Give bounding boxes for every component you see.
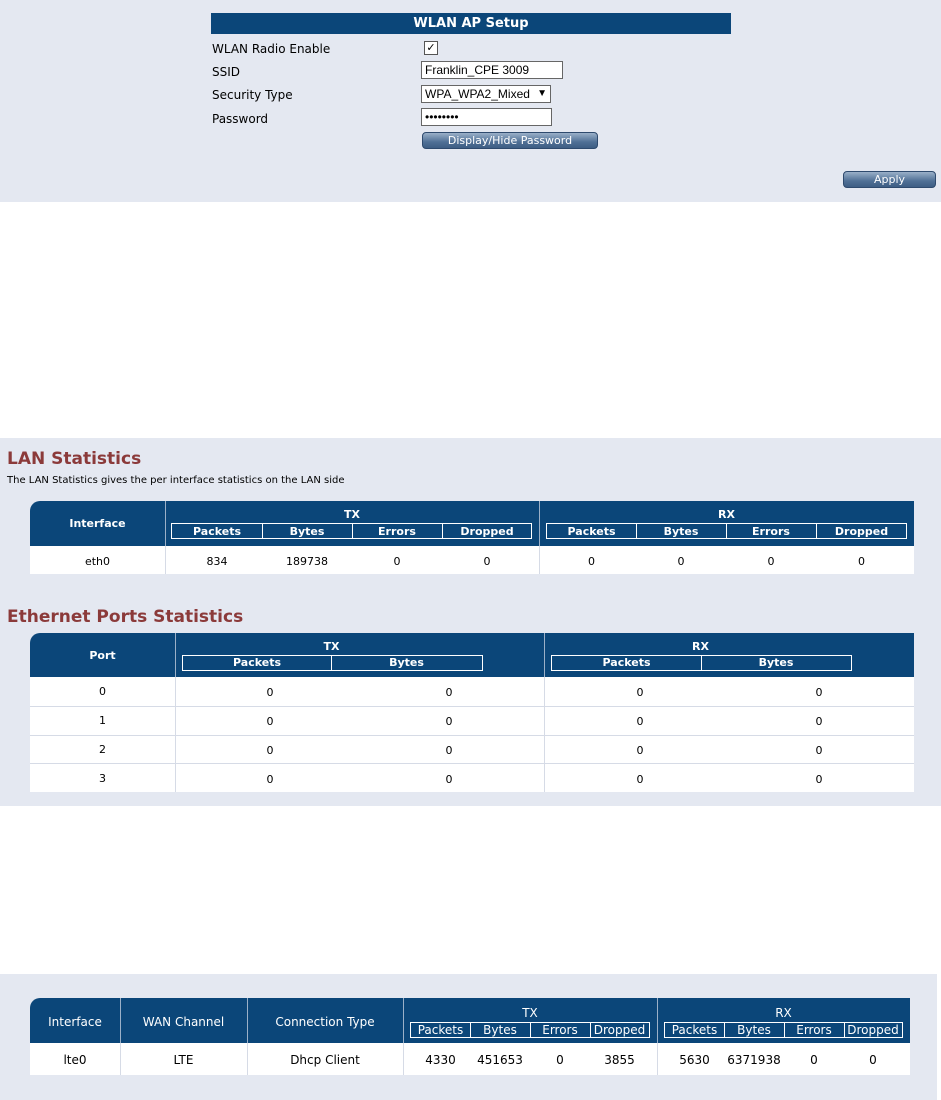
eth-cell-tx-packets: 0	[266, 715, 274, 728]
divider	[30, 763, 914, 764]
lan-cell-tx-dropped: 0	[483, 555, 491, 568]
lan-statistics-description: The LAN Statistics gives the per interface statistics on the LAN side	[7, 475, 345, 486]
wan-cell-rx-dropped: 0	[869, 1053, 877, 1067]
eth-rx-bytes-header: Bytes	[758, 656, 794, 669]
eth-cell-port: 1	[99, 714, 106, 727]
eth-cell-rx-packets: 0	[636, 715, 644, 728]
lan-cell-rx-packets: 0	[588, 555, 595, 568]
wlan-section-title: WLAN AP Setup	[211, 13, 731, 34]
divider	[403, 998, 404, 1043]
wan-col-interface: Interface	[48, 1015, 102, 1029]
ssid-label: SSID	[212, 65, 241, 79]
wlan-setup-panel	[0, 0, 941, 202]
eth-cell-tx-bytes: 0	[445, 715, 453, 728]
eth-tx-packets-header: Packets	[233, 656, 281, 669]
wan-cell-tx-packets: 4330	[425, 1053, 456, 1067]
wan-statistics-panel	[0, 974, 937, 1100]
wan-col-rx: RX	[775, 1006, 792, 1020]
password-label: Password	[212, 112, 269, 126]
lan-tx-bytes-header: Bytes	[289, 525, 325, 538]
ssid-input[interactable]: Franklin_CPE 3009	[421, 61, 563, 79]
chevron-down-icon: ▼	[537, 88, 547, 99]
eth-cell-tx-bytes: 0	[445, 744, 453, 757]
wan-cell-tx-bytes: 451653	[477, 1053, 523, 1067]
statistics-panel	[0, 438, 941, 806]
eth-cell-rx-bytes: 0	[815, 686, 823, 699]
lan-cell-interface: eth0	[84, 555, 111, 568]
lan-cell-rx-dropped: 0	[858, 555, 865, 568]
eth-cell-port: 3	[99, 772, 106, 785]
eth-cell-port: 0	[99, 685, 106, 698]
wan-tx-bytes-header: Bytes	[483, 1023, 517, 1037]
password-input[interactable]: ••••••••	[421, 108, 552, 126]
wan-cell-channel: LTE	[173, 1053, 194, 1067]
eth-cell-rx-packets: 0	[636, 773, 644, 786]
wan-cell-rx-bytes: 6371938	[727, 1053, 781, 1067]
wan-rx-packets-header: Packets	[671, 1023, 718, 1037]
eth-cell-rx-bytes: 0	[815, 744, 823, 757]
eth-cell-tx-bytes: 0	[445, 686, 453, 699]
lan-statistics-title: LAN Statistics	[7, 449, 142, 469]
ethernet-ports-title: Ethernet Ports Statistics	[7, 607, 244, 627]
divider	[165, 546, 166, 574]
checkmark-icon: ✓	[426, 41, 436, 54]
display-hide-password-button[interactable]: Display/Hide Password	[422, 132, 598, 149]
divider	[539, 546, 540, 574]
eth-cell-rx-packets: 0	[636, 744, 644, 757]
divider	[403, 1043, 404, 1075]
lan-rx-bytes-header: Bytes	[663, 525, 699, 538]
lan-rx-dropped-header: Dropped	[834, 525, 889, 538]
lan-cell-tx-packets: 834	[206, 555, 228, 568]
wan-tx-dropped-header: Dropped	[593, 1023, 646, 1037]
lan-tx-errors-header: Errors	[378, 525, 416, 538]
lan-col-rx: RX	[718, 508, 735, 521]
radio-enable-checkbox[interactable]	[424, 41, 438, 55]
divider	[30, 735, 914, 736]
eth-col-rx: RX	[692, 640, 709, 653]
eth-cell-tx-packets: 0	[266, 773, 274, 786]
wan-cell-connection-type: Dhcp Client	[290, 1053, 360, 1067]
lan-cell-rx-bytes: 0	[677, 555, 685, 568]
lan-cell-rx-errors: 0	[767, 555, 775, 568]
lan-cell-tx-bytes: 189738	[286, 555, 328, 568]
eth-cell-rx-packets: 0	[636, 686, 644, 699]
wan-cell-rx-errors: 0	[810, 1053, 818, 1067]
lan-col-tx: TX	[344, 508, 360, 521]
eth-col-port: Port	[89, 649, 116, 662]
wan-tx-errors-header: Errors	[542, 1023, 578, 1037]
lan-cell-tx-errors: 0	[393, 555, 401, 568]
lan-tx-dropped-header: Dropped	[460, 525, 514, 538]
security-type-select[interactable]	[421, 85, 551, 103]
eth-col-tx: TX	[323, 640, 340, 653]
eth-rx-packets-header: Packets	[602, 656, 651, 669]
wan-cell-tx-errors: 0	[556, 1053, 564, 1067]
wan-cell-rx-packets: 5630	[679, 1053, 710, 1067]
lan-col-interface: Interface	[69, 517, 126, 530]
radio-enable-label: WLAN Radio Enable	[212, 42, 331, 56]
eth-cell-rx-bytes: 0	[815, 773, 823, 786]
apply-button[interactable]: Apply	[843, 171, 936, 188]
wan-rx-errors-header: Errors	[796, 1023, 832, 1037]
eth-cell-port: 2	[99, 743, 106, 756]
lan-tx-packets-header: Packets	[193, 525, 241, 538]
wan-rx-dropped-header: Dropped	[847, 1023, 899, 1037]
eth-cell-tx-bytes: 0	[445, 773, 453, 786]
wan-col-connection-type: Connection Type	[275, 1015, 375, 1029]
divider	[657, 1043, 658, 1075]
lan-rx-packets-header: Packets	[567, 525, 616, 538]
wan-tx-packets-header: Packets	[417, 1023, 464, 1037]
eth-tx-bytes-header: Bytes	[389, 656, 424, 669]
security-type-label: Security Type	[212, 88, 293, 102]
wan-col-tx: TX	[522, 1006, 538, 1020]
wan-col-channel: WAN Channel	[142, 1015, 225, 1029]
wan-cell-interface: lte0	[63, 1053, 87, 1067]
eth-cell-tx-packets: 0	[266, 686, 274, 699]
security-type-value: WPA_WPA2_Mixed	[425, 87, 530, 101]
lan-rx-errors-header: Errors	[752, 525, 790, 538]
eth-cell-rx-bytes: 0	[815, 715, 823, 728]
divider	[30, 706, 914, 707]
eth-cell-tx-packets: 0	[266, 744, 274, 757]
wan-cell-tx-dropped: 3855	[604, 1053, 635, 1067]
divider	[657, 998, 658, 1043]
wan-rx-bytes-header: Bytes	[737, 1023, 771, 1037]
